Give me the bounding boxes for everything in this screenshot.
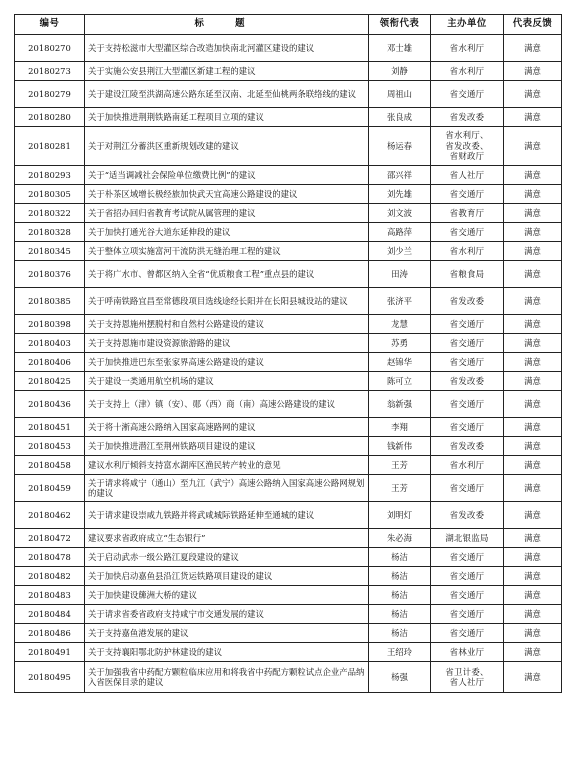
host-unit-cell: 省水利厅、 省发改委、 省财政厅 [431, 127, 504, 166]
lead-representative-cell: 田涛 [369, 261, 431, 288]
proposal-title-cell: 关于实施公安县荆江大型灌区新建工程的建议 [85, 62, 369, 81]
lead-representative-cell: 杨洁 [369, 548, 431, 567]
host-unit-cell: 省交通厅 [431, 548, 504, 567]
feedback-cell: 满意 [504, 166, 562, 185]
table-row [15, 223, 562, 242]
proposal-number-cell: 20180472 [15, 529, 85, 548]
table-row [15, 242, 562, 261]
host-unit-cell: 省发改委 [431, 502, 504, 529]
proposal-title-cell: 关于请求省委省政府支持咸宁市交通发展的建议 [85, 605, 369, 624]
table-row [15, 391, 562, 418]
lead-representative-cell: 朱必海 [369, 529, 431, 548]
proposal-title-cell: 关于加快推进荆荆铁路南延工程项目立项的建议 [85, 108, 369, 127]
table-row [15, 567, 562, 586]
host-unit-cell: 省交通厅 [431, 353, 504, 372]
proposal-number-cell: 20180305 [15, 185, 85, 204]
proposal-title-cell: 关于请求将咸宁（通山）至九江（武宁）高速公路纳入国家高速公路网规划的建议 [85, 475, 369, 502]
host-unit-cell: 省交通厅 [431, 185, 504, 204]
header-host-unit: 主办单位 [431, 15, 504, 35]
feedback-cell: 满意 [504, 391, 562, 418]
lead-representative-cell: 陈可立 [369, 372, 431, 391]
proposal-title-cell: 关于支持嘉鱼港发展的建议 [85, 624, 369, 643]
host-unit-cell: 省交通厅 [431, 567, 504, 586]
table-row [15, 502, 562, 529]
lead-representative-cell: 王芳 [369, 456, 431, 475]
host-unit-cell: 省交通厅 [431, 391, 504, 418]
lead-representative-cell: 王绍玲 [369, 643, 431, 662]
lead-representative-cell: 刘静 [369, 62, 431, 81]
proposal-title-cell: 关于支持襄阳鄂北防护林建设的建议 [85, 643, 369, 662]
proposal-number-cell: 20180385 [15, 288, 85, 315]
proposal-title-cell: 关于请求建设崇咸九铁路并将武咸城际铁路延伸至通城的建议 [85, 502, 369, 529]
host-unit-cell: 省林业厅 [431, 643, 504, 662]
feedback-cell: 满意 [504, 185, 562, 204]
proposal-number-cell: 20180484 [15, 605, 85, 624]
proposal-title-cell: 关于将十淅高速公路纳入国家高速路网的建议 [85, 418, 369, 437]
proposal-title-cell: 关于加快启动嘉鱼县沿江货运铁路项目建设的建议 [85, 567, 369, 586]
feedback-cell: 满意 [504, 529, 562, 548]
proposal-title-cell: 关于加快打通光谷大道东延伸段的建议 [85, 223, 369, 242]
feedback-cell: 满意 [504, 334, 562, 353]
proposal-number-cell: 20180279 [15, 81, 85, 108]
lead-representative-cell: 钱新伟 [369, 437, 431, 456]
proposal-number-cell: 20180482 [15, 567, 85, 586]
table-row [15, 437, 562, 456]
proposal-title-cell: 关于朴茶区域增长极经旅加快武天宜高速公路建设的建议 [85, 185, 369, 204]
proposal-number-cell: 20180328 [15, 223, 85, 242]
header-number: 编号 [15, 15, 85, 35]
proposal-title-cell: 关于加强我省中药配方颗粒临床应用和将我省中药配方颗粒试点企业产品纳入省医保目录的建议 [85, 662, 369, 693]
lead-representative-cell: 邓士雄 [369, 35, 431, 62]
feedback-cell: 满意 [504, 624, 562, 643]
table-row [15, 166, 562, 185]
proposal-title-cell: 关于对荆江分蓄洪区重新规划改建的建议 [85, 127, 369, 166]
table-row [15, 204, 562, 223]
proposal-number-cell: 20180376 [15, 261, 85, 288]
proposal-number-cell: 20180280 [15, 108, 85, 127]
host-unit-cell: 省交通厅 [431, 605, 504, 624]
lead-representative-cell: 张济平 [369, 288, 431, 315]
host-unit-cell: 省交通厅 [431, 223, 504, 242]
proposal-title-cell: 关于支持恩施州摆脱村和自然村公路建设的建议 [85, 315, 369, 334]
proposal-title-cell: 关于支持上（津）镇（安）、郧（西）商（南）高速公路建设的建议 [85, 391, 369, 418]
host-unit-cell: 省水利厅 [431, 62, 504, 81]
lead-representative-cell: 赵锦华 [369, 353, 431, 372]
proposal-number-cell: 20180281 [15, 127, 85, 166]
host-unit-cell: 省交通厅 [431, 315, 504, 334]
table-row [15, 315, 562, 334]
proposal-number-cell: 20180458 [15, 456, 85, 475]
proposal-number-cell: 20180293 [15, 166, 85, 185]
table-row [15, 372, 562, 391]
proposal-number-cell: 20180273 [15, 62, 85, 81]
proposal-title-cell: 关于加快推进巴东至张家界高速公路建设的建议 [85, 353, 369, 372]
proposal-title-cell: 建议水利厅倾斜支持富水湖库区渔民转产转业的意见 [85, 456, 369, 475]
table-row [15, 548, 562, 567]
lead-representative-cell: 翁新强 [369, 391, 431, 418]
table-row [15, 261, 562, 288]
host-unit-cell: 省交通厅 [431, 418, 504, 437]
proposal-number-cell: 20180478 [15, 548, 85, 567]
table-row [15, 662, 562, 693]
feedback-cell: 满意 [504, 35, 562, 62]
host-unit-cell: 省交通厅 [431, 586, 504, 605]
proposal-number-cell: 20180491 [15, 643, 85, 662]
proposal-number-cell: 20180322 [15, 204, 85, 223]
host-unit-cell: 省发改委 [431, 288, 504, 315]
feedback-cell: 满意 [504, 204, 562, 223]
feedback-cell: 满意 [504, 418, 562, 437]
proposal-number-cell: 20180425 [15, 372, 85, 391]
feedback-cell: 满意 [504, 475, 562, 502]
feedback-cell: 满意 [504, 437, 562, 456]
feedback-cell: 满意 [504, 643, 562, 662]
proposal-title-cell: 建议要求省政府成立“生态银行” [85, 529, 369, 548]
feedback-cell: 满意 [504, 567, 562, 586]
lead-representative-cell: 邵兴祥 [369, 166, 431, 185]
table-row [15, 108, 562, 127]
proposal-number-cell: 20180403 [15, 334, 85, 353]
table-row [15, 353, 562, 372]
table-header-row [15, 15, 562, 35]
proposal-title-cell: 关于加快建设簰洲大桥的建议 [85, 586, 369, 605]
table-row [15, 529, 562, 548]
proposal-title-cell: 关于省招办回归省教育考试院从属管理的建议 [85, 204, 369, 223]
lead-representative-cell: 刘先雄 [369, 185, 431, 204]
proposal-title-cell: 关于呼南铁路宜昌至常德段项目选线途经长阳并在长阳县城设站的建议 [85, 288, 369, 315]
lead-representative-cell: 杨运春 [369, 127, 431, 166]
table-row [15, 35, 562, 62]
proposal-number-cell: 20180453 [15, 437, 85, 456]
feedback-cell: 满意 [504, 261, 562, 288]
header-lead-representative: 领衔代表 [369, 15, 431, 35]
feedback-cell: 满意 [504, 502, 562, 529]
feedback-cell: 满意 [504, 242, 562, 261]
document-page [14, 14, 561, 693]
feedback-cell: 满意 [504, 548, 562, 567]
table-row [15, 288, 562, 315]
feedback-cell: 满意 [504, 586, 562, 605]
proposal-number-cell: 20180436 [15, 391, 85, 418]
lead-representative-cell: 杨洁 [369, 567, 431, 586]
host-unit-cell: 省交通厅 [431, 624, 504, 643]
feedback-cell: 满意 [504, 372, 562, 391]
proposal-title-cell: 关于支持恩施市建设资源旅游路的建议 [85, 334, 369, 353]
proposal-number-cell: 20180270 [15, 35, 85, 62]
lead-representative-cell: 李翔 [369, 418, 431, 437]
table-row [15, 605, 562, 624]
proposal-number-cell: 20180398 [15, 315, 85, 334]
feedback-cell: 满意 [504, 605, 562, 624]
lead-representative-cell: 张良成 [369, 108, 431, 127]
proposal-number-cell: 20180406 [15, 353, 85, 372]
host-unit-cell: 省人社厅 [431, 166, 504, 185]
table-row [15, 185, 562, 204]
lead-representative-cell: 杨洁 [369, 624, 431, 643]
host-unit-cell: 省水利厅 [431, 242, 504, 261]
lead-representative-cell: 杨洁 [369, 586, 431, 605]
lead-representative-cell: 杨强 [369, 662, 431, 693]
proposal-number-cell: 20180345 [15, 242, 85, 261]
host-unit-cell: 省发改委 [431, 437, 504, 456]
feedback-cell: 满意 [504, 662, 562, 693]
host-unit-cell: 省水利厅 [431, 35, 504, 62]
table-row [15, 334, 562, 353]
lead-representative-cell: 杨洁 [369, 605, 431, 624]
host-unit-cell: 湖北银监局 [431, 529, 504, 548]
proposal-number-cell: 20180486 [15, 624, 85, 643]
feedback-cell: 满意 [504, 456, 562, 475]
table-row [15, 456, 562, 475]
lead-representative-cell: 龙慧 [369, 315, 431, 334]
table-row [15, 624, 562, 643]
host-unit-cell: 省交通厅 [431, 475, 504, 502]
host-unit-cell: 省交通厅 [431, 334, 504, 353]
proposal-title-cell: 关于建设江陵至洪湖高速公路东延至汉南、北延至仙桃两条联络线的建议 [85, 81, 369, 108]
table-row [15, 127, 562, 166]
table-body [15, 35, 562, 693]
host-unit-cell: 省水利厅 [431, 456, 504, 475]
feedback-cell: 满意 [504, 353, 562, 372]
table-row [15, 586, 562, 605]
proposal-table [14, 14, 562, 693]
lead-representative-cell: 苏勇 [369, 334, 431, 353]
feedback-cell: 满意 [504, 108, 562, 127]
host-unit-cell: 省卫计委、 省人社厅 [431, 662, 504, 693]
lead-representative-cell: 刘少兰 [369, 242, 431, 261]
feedback-cell: 满意 [504, 81, 562, 108]
table-row [15, 475, 562, 502]
lead-representative-cell: 王芳 [369, 475, 431, 502]
host-unit-cell: 省教育厅 [431, 204, 504, 223]
proposal-number-cell: 20180459 [15, 475, 85, 502]
proposal-number-cell: 20180451 [15, 418, 85, 437]
proposal-title-cell: 关于将广水市、曾都区纳入全省“优质粮食工程”重点县的建议 [85, 261, 369, 288]
feedback-cell: 满意 [504, 315, 562, 334]
proposal-title-cell: 关于加快推进潜江至荆州铁路项目建设的建议 [85, 437, 369, 456]
feedback-cell: 满意 [504, 288, 562, 315]
lead-representative-cell: 周祖山 [369, 81, 431, 108]
header-feedback: 代表反馈 [504, 15, 562, 35]
proposal-number-cell: 20180483 [15, 586, 85, 605]
table-row [15, 81, 562, 108]
feedback-cell: 满意 [504, 223, 562, 242]
host-unit-cell: 省交通厅 [431, 81, 504, 108]
proposal-title-cell: 关于启动武赤一级公路江夏段建设的建议 [85, 548, 369, 567]
table-row [15, 62, 562, 81]
proposal-number-cell: 20180462 [15, 502, 85, 529]
table-row [15, 418, 562, 437]
lead-representative-cell: 刘文波 [369, 204, 431, 223]
host-unit-cell: 省粮食局 [431, 261, 504, 288]
proposal-title-cell: 关于整体立项实施富河干流防洪无缝治理工程的建议 [85, 242, 369, 261]
proposal-title-cell: 关于支持松滋市大型灌区综合改造加快南北河灌区建设的建议 [85, 35, 369, 62]
header-title: 标 题 [85, 15, 369, 35]
lead-representative-cell: 高路萍 [369, 223, 431, 242]
host-unit-cell: 省发改委 [431, 108, 504, 127]
proposal-title-cell: 关于“适当调减社会保险单位缴费比例”的建议 [85, 166, 369, 185]
feedback-cell: 满意 [504, 62, 562, 81]
proposal-number-cell: 20180495 [15, 662, 85, 693]
lead-representative-cell: 刘明灯 [369, 502, 431, 529]
table-row [15, 643, 562, 662]
feedback-cell: 满意 [504, 127, 562, 166]
host-unit-cell: 省发改委 [431, 372, 504, 391]
proposal-title-cell: 关于建设一类通用航空机场的建议 [85, 372, 369, 391]
